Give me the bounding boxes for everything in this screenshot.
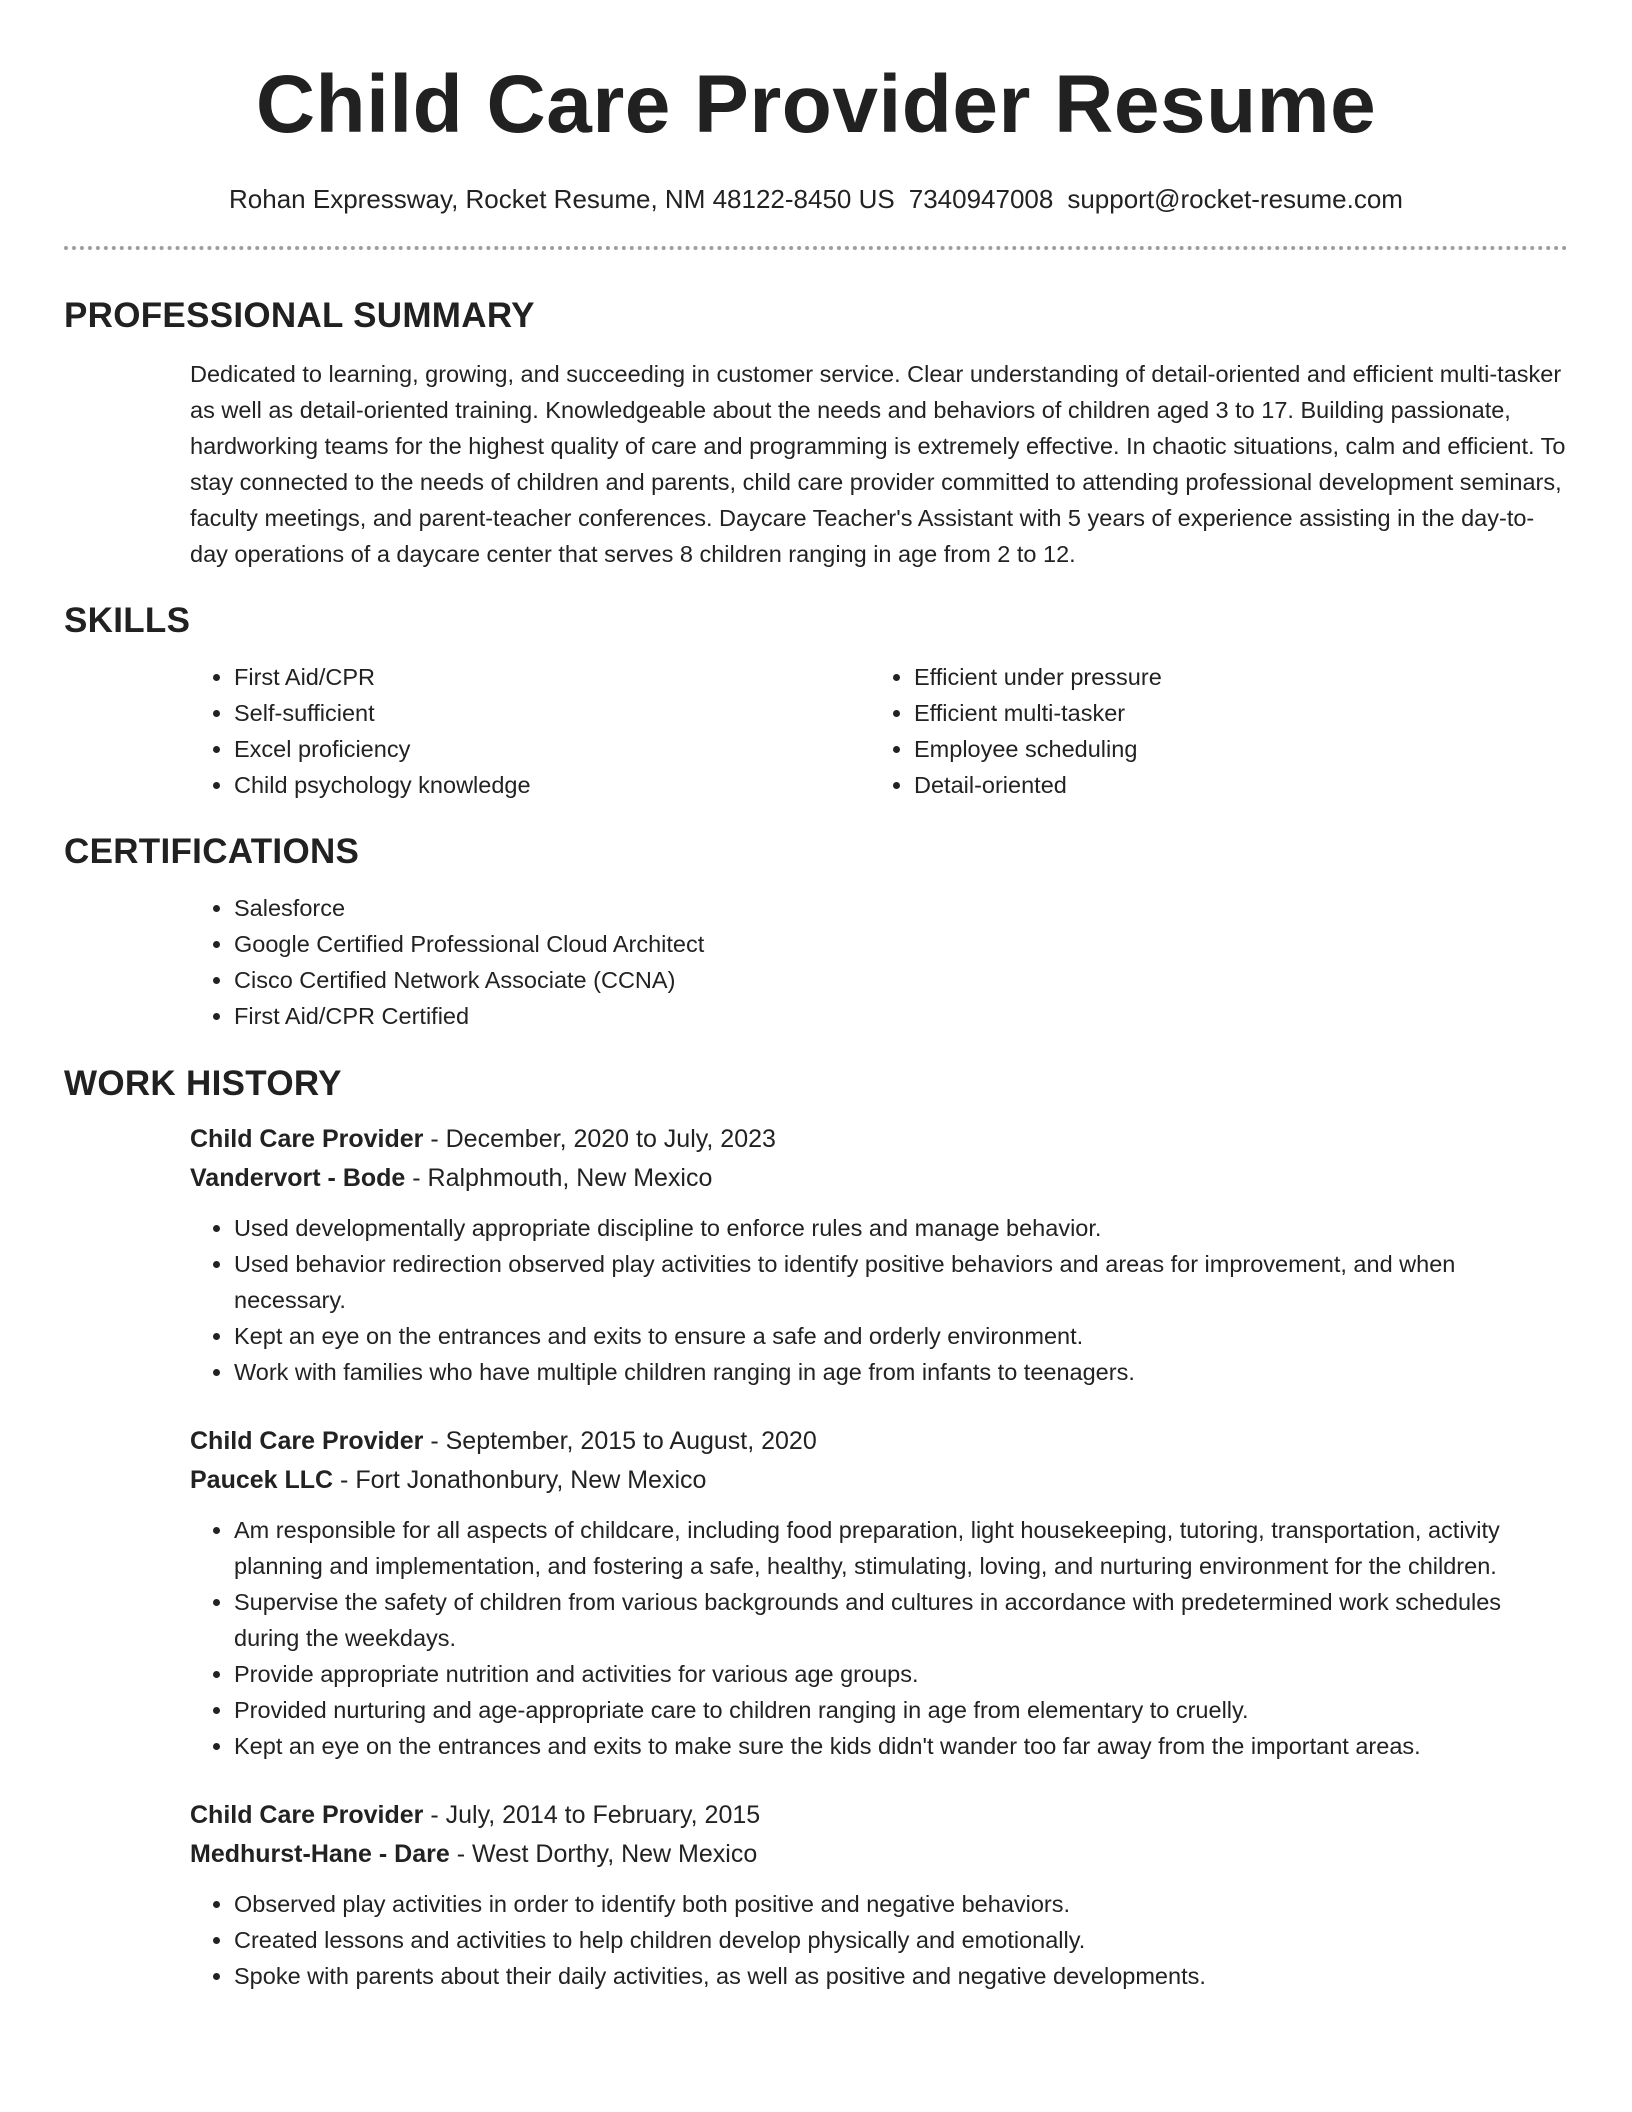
skill-item: • Self-sufficient — [234, 695, 870, 731]
job-dates: - July, 2014 to February, 2015 — [423, 1801, 761, 1829]
job-entry — [190, 1120, 1568, 1390]
certifications-list — [190, 890, 1568, 1034]
contact-email: support@rocket-resume.com — [1067, 184, 1403, 214]
job-location: - West Dorthy, New Mexico — [449, 1840, 758, 1868]
job-bullet: • Provide appropriate nutrition and activities for various age groups. — [234, 1656, 1568, 1692]
job-bullet: • Provided nurturing and age-appropriate care to children ranging in age from elementary to cruelly. — [234, 1692, 1568, 1728]
job-title: Child Care Provider — [190, 1125, 424, 1153]
skill-item: • Detail-oriented — [914, 767, 1550, 803]
contact-phone: 7340947008 — [908, 184, 1054, 214]
job-bullet: • Kept an eye on the entrances and exits to make sure the kids didn't wander too far away from the important areas. — [234, 1728, 1568, 1764]
job-company-line — [190, 1835, 1568, 1874]
job-company: Medhurst-Hane - Dare — [190, 1840, 450, 1868]
skill-item: • First Aid/CPR — [234, 659, 870, 695]
job-bullets — [190, 1512, 1568, 1764]
skill-item: • Child psychology knowledge — [234, 767, 870, 803]
summary-text: Dedicated to learning, growing, and succeeding in customer service. Clear understanding of detail-oriented and efficient multi-tasker as well as detail-oriented training. Knowledgeable about the needs and behaviors of children aged 3 to 17. Building passionate, hardworking teams for the highest quality of care and programming is extremely effective. In chaotic situations, calm and efficient. To stay connected to the needs of children and parents, child care provider committed to attending professional development seminars, faculty meetings, and parent-teacher conferences. Daycare Teacher's Assistant with 5 years of experience assisting in the day-to-day operations of a daycare center that serves 8 children ranging in age from 2 to 12. — [190, 361, 1566, 567]
job-company-line — [190, 1461, 1568, 1500]
job-title: Child Care Provider — [190, 1427, 424, 1455]
skill-item: • Efficient multi-tasker — [914, 695, 1550, 731]
header-divider — [64, 246, 1568, 250]
job-entry — [190, 1796, 1568, 1994]
skill-item: • Efficient under pressure — [914, 659, 1550, 695]
job-title-line — [190, 1796, 1568, 1835]
certification-item: • Salesforce — [234, 890, 1568, 926]
skills-column-right — [870, 659, 1550, 803]
job-entry — [190, 1422, 1568, 1764]
skill-item: • Excel proficiency — [234, 731, 870, 767]
certification-item: • First Aid/CPR Certified — [234, 998, 1568, 1034]
skills-list-left — [190, 659, 870, 803]
contact-line — [64, 182, 1568, 216]
certification-item: • Google Certified Professional Cloud Architect — [234, 926, 1568, 962]
job-bullet: • Used developmentally appropriate discipline to enforce rules and manage behavior. — [234, 1210, 1568, 1246]
job-location: - Ralphmouth, New Mexico — [405, 1164, 713, 1192]
skill-item: • Employee scheduling — [914, 731, 1550, 767]
job-bullet: • Spoke with parents about their daily activities, as well as positive and negative developments. — [234, 1958, 1568, 1994]
skills-columns — [190, 659, 1568, 803]
skills-heading: SKILLS — [64, 601, 191, 640]
job-bullets — [190, 1886, 1568, 1994]
certifications-section — [64, 830, 1568, 1034]
work-history-section — [64, 1062, 1568, 1994]
job-title: Child Care Provider — [190, 1801, 424, 1829]
job-title-line — [190, 1422, 1568, 1461]
job-title-line — [190, 1120, 1568, 1159]
job-bullet: • Supervise the safety of children from various backgrounds and cultures in accordance with predetermined work schedules during the weekdays. — [234, 1584, 1568, 1656]
job-bullet: • Used behavior redirection observed play activities to identify positive behaviors and areas for improvement, and when necessary. — [234, 1246, 1568, 1318]
contact-address: Rohan Expressway, Rocket Resume, NM 48122-8450 US — [229, 184, 895, 214]
job-location: - Fort Jonathonbury, New Mexico — [333, 1466, 707, 1494]
summary-section — [64, 294, 1568, 572]
job-bullet: • Observed play activities in order to identify both positive and negative behaviors. — [234, 1886, 1568, 1922]
job-company: Vandervort - Bode — [190, 1164, 406, 1192]
skills-list-right — [870, 659, 1550, 803]
work-history-heading: WORK HISTORY — [64, 1064, 342, 1103]
job-bullet: • Kept an eye on the entrances and exits to ensure a safe and orderly environment. — [234, 1318, 1568, 1354]
job-bullet: • Am responsible for all aspects of childcare, including food preparation, light housekeeping, tutoring, transportation, activity planning and implementation, and fostering a safe, healthy, stimulating, loving, and nurturing environment for the children. — [234, 1512, 1568, 1584]
page-title: Child Care Provider Resume — [255, 59, 1377, 150]
summary-heading: PROFESSIONAL SUMMARY — [64, 296, 535, 335]
skills-column-left — [190, 659, 870, 803]
job-bullets — [190, 1210, 1568, 1390]
skills-section — [64, 599, 1568, 803]
certifications-heading: CERTIFICATIONS — [64, 832, 360, 871]
resume-page — [64, 0, 1568, 1994]
job-bullet: • Work with families who have multiple children ranging in age from infants to teenagers. — [234, 1354, 1568, 1390]
job-company-line — [190, 1159, 1568, 1198]
job-dates: - September, 2015 to August, 2020 — [423, 1427, 817, 1455]
certification-item: • Cisco Certified Network Associate (CCNA) — [234, 962, 1568, 998]
job-bullet: • Created lessons and activities to help children develop physically and emotionally. — [234, 1922, 1568, 1958]
certifications-wrap — [190, 890, 1568, 1034]
job-company: Paucek LLC — [190, 1466, 334, 1494]
job-dates: - December, 2020 to July, 2023 — [423, 1125, 776, 1153]
